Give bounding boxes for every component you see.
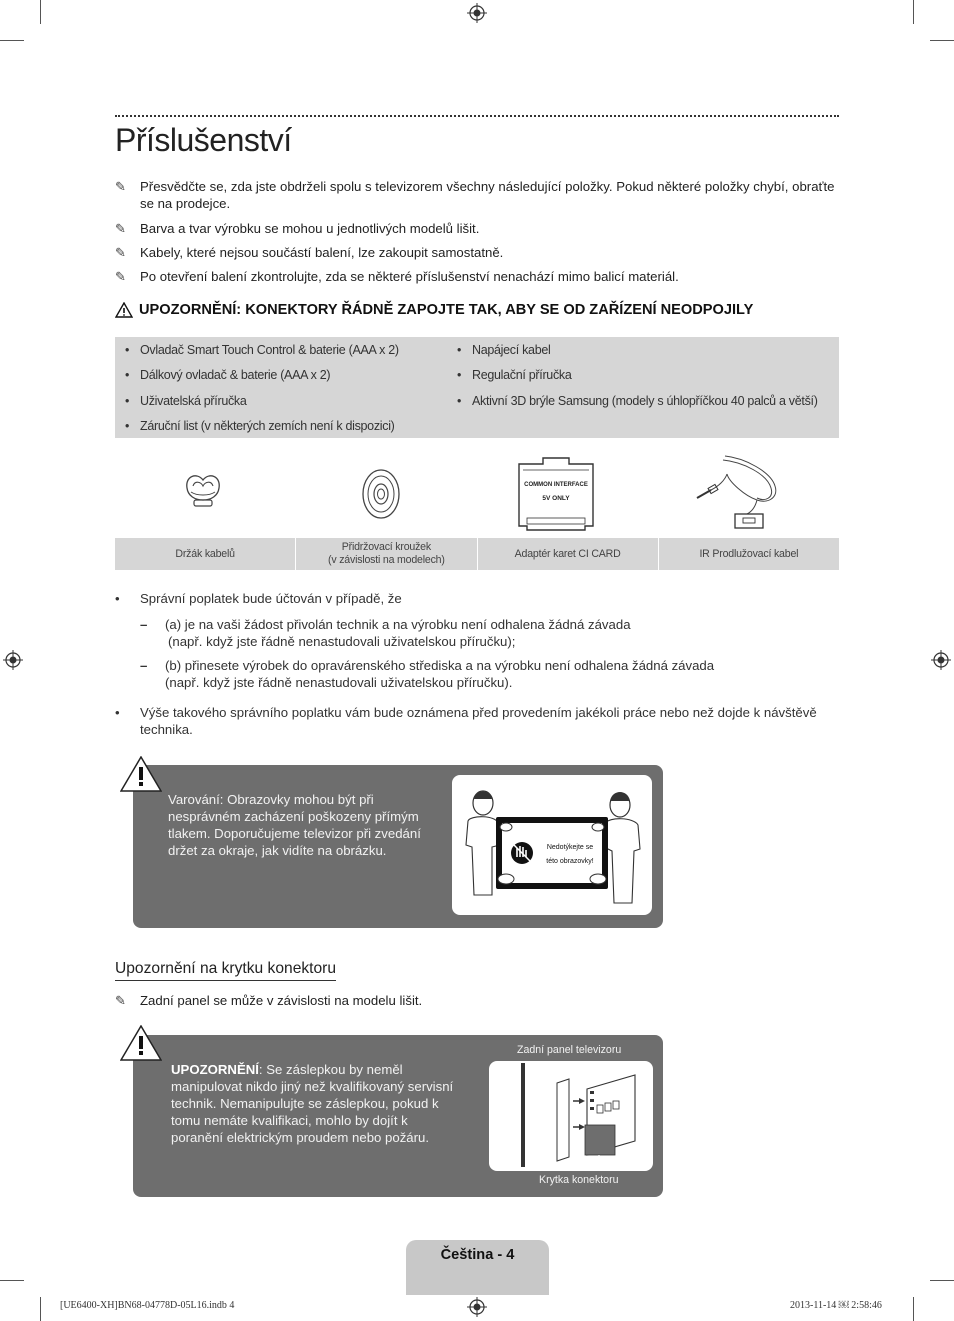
list-item: • Uživatelská příručka bbox=[125, 393, 247, 408]
connector-cover-heading: Upozornění na krytku konektoru bbox=[115, 960, 336, 981]
holder-ring-label: Přidržovací kroužek (v závislosti na modelech) bbox=[296, 538, 477, 570]
registration-mark-icon bbox=[467, 3, 487, 23]
accessories-left-list bbox=[125, 343, 399, 445]
list-item: • Napájecí kabel bbox=[457, 343, 551, 357]
note-item: ✎ Barva a tvar výrobku se mohou u jednotlivých modelů lišit. bbox=[115, 221, 480, 236]
list-item: • Regulační příručka bbox=[457, 368, 572, 383]
pencil-note-icon: ✎ bbox=[115, 179, 126, 194]
registration-mark-icon bbox=[467, 1297, 487, 1317]
connector-cover-label: Krytka konektoru bbox=[539, 1174, 619, 1186]
accessory-label-row bbox=[115, 538, 839, 570]
accessories-box bbox=[115, 337, 839, 438]
ci-card-label: COMMON INTERFACE bbox=[524, 482, 588, 488]
print-file-info: [UE6400-XH]BN68-04778D-05L16.indb 4 bbox=[60, 1300, 235, 1311]
notes-list bbox=[115, 178, 840, 292]
note-item: ✎ Zadní panel se může v závislosti na modelu lišit. bbox=[115, 993, 423, 1008]
note-item: ✎ Po otevření balení zkontrolujte, zda se některé příslušenství nenachází mimo balicí materiál. bbox=[115, 269, 679, 284]
list-item: • Správní poplatek bude účtován v případě, že bbox=[115, 591, 402, 606]
list-item: • Aktivní 3D brýle Samsung (modely s úhlopříčkou 40 palců a větší) bbox=[457, 393, 818, 408]
pencil-note-icon: ✎ bbox=[115, 221, 126, 236]
list-item: • Ovladač Smart Touch Control & baterie (AAA x 2) bbox=[125, 343, 399, 357]
caution-heading: UPOZORNĚNÍ: KONEKTORY ŘÁDNĚ ZAPOJTE TAK, ABY SE OD ZAŘÍZENÍ NEODPOJILY bbox=[115, 302, 753, 318]
ci-card-adapter-label: Adaptér karet CI CARD bbox=[478, 538, 659, 570]
tv-back-panel-illustration bbox=[489, 1061, 653, 1171]
cable-holder-label: Držák kabelů bbox=[115, 538, 296, 570]
list-item: • Výše takového správního poplatku vám bude oznámena před provedením jakékoli práce nebo než dojde k návštěvě technika. bbox=[115, 705, 817, 737]
people-holding-tv-icon bbox=[452, 775, 652, 915]
tv-back-panel-label: Zadní panel televizoru bbox=[517, 1044, 622, 1056]
registration-mark-icon bbox=[931, 650, 951, 670]
tv-screen-warning-line2: této obrazovky! bbox=[546, 858, 594, 865]
accessory-illustrations bbox=[115, 446, 839, 538]
screen-warning-text: Varování: Obrazovky mohou být při nesprávném zacházení poškozeny přímým tlakem. Doporučujeme televizor při zvedání držet za okraje, jak vidíte na obrázku. bbox=[168, 792, 421, 858]
ci-card-adapter-icon bbox=[515, 456, 597, 532]
list-item: • Dálkový ovladač & baterie (AAA x 2) bbox=[125, 368, 331, 383]
pencil-note-icon: ✎ bbox=[115, 245, 126, 260]
list-item: • Záruční list (v některých zemích není k dispozici) bbox=[125, 419, 395, 434]
ir-cable-label: IR Prodlužovací kabel bbox=[699, 547, 799, 560]
fees-section: • Správní poplatek bude účtován v případě, že – (a) je na vaši žádost přivolán technik a na výrobku není odhalena žádná závada (např. když jste řádně nenastudovali uživatelskou příručku); – (b) přinesete výrobek do opravárenského střediska a na výrobku není odhalena žádná závada (např. když jste řádně nenastudovali uživatelskou příručku). • Výše takového správního poplatku vám bude oznámena před provedením jakékoli práce nebo než dojde k návštěvě technika. bbox=[115, 590, 845, 738]
title-divider bbox=[115, 115, 839, 117]
page-title: Příslušenství bbox=[115, 122, 292, 158]
crop-mark bbox=[913, 1297, 914, 1321]
crop-mark bbox=[930, 1280, 954, 1281]
ci-card-voltage: 5V ONLY bbox=[542, 495, 570, 502]
pencil-note-icon: ✎ bbox=[115, 993, 127, 1008]
crop-mark bbox=[40, 0, 41, 24]
list-item: – (b) přinesete výrobek do opravárenského střediska a na výrobku není odhalena žádná závada bbox=[140, 658, 715, 673]
crop-mark bbox=[40, 1297, 41, 1321]
connector-cover-diagram-icon bbox=[489, 1061, 653, 1171]
note-item: ✎ Kabely, které nejsou součástí balení, lze zakoupit samostatně. bbox=[115, 245, 504, 260]
crop-mark bbox=[913, 0, 914, 24]
warning-triangle-icon bbox=[115, 302, 133, 318]
registration-mark-icon bbox=[3, 650, 23, 670]
warning-triangle-icon bbox=[120, 1025, 162, 1061]
crop-mark bbox=[0, 1280, 24, 1281]
list-item: – (a) je na vaši žádost přivolán technik a na výrobku není odhalena žádná závada bbox=[140, 617, 631, 632]
note-item: ✎ Přesvědčte se, zda jste obdrželi spolu s televizorem všechny následující položky. Pokud některé položky chybí, obraťte se na prodejce. bbox=[115, 179, 835, 211]
tv-screen-warning-line1: Nedotýkejte se bbox=[546, 844, 594, 851]
crop-mark bbox=[0, 40, 24, 41]
crop-mark bbox=[930, 40, 954, 41]
warning-triangle-icon bbox=[120, 756, 162, 792]
pencil-note-icon: ✎ bbox=[115, 269, 126, 284]
connector-cover-warning-text: UPOZORNĚNÍ: Se záslepkou by neměl manipulovat nikdo jiný než kvalifikovaný servisní technik. Nemanipulujte se záslepkou, pokud k tomu nemáte kvalifikaci, mohlo by dojít k poranění elektrickým proudem nebo požáru. bbox=[171, 1062, 454, 1145]
accessories-right-list bbox=[457, 343, 818, 419]
cable-holder-icon bbox=[179, 466, 227, 514]
holder-ring-icon bbox=[359, 466, 403, 522]
tv-carry-illustration bbox=[452, 775, 652, 915]
print-timestamp: 2013-11-14 ￼ 2:58:46 bbox=[790, 1300, 882, 1311]
page-number-tab: Čeština - 4 bbox=[406, 1240, 549, 1295]
ir-extension-cable-icon bbox=[695, 452, 787, 536]
